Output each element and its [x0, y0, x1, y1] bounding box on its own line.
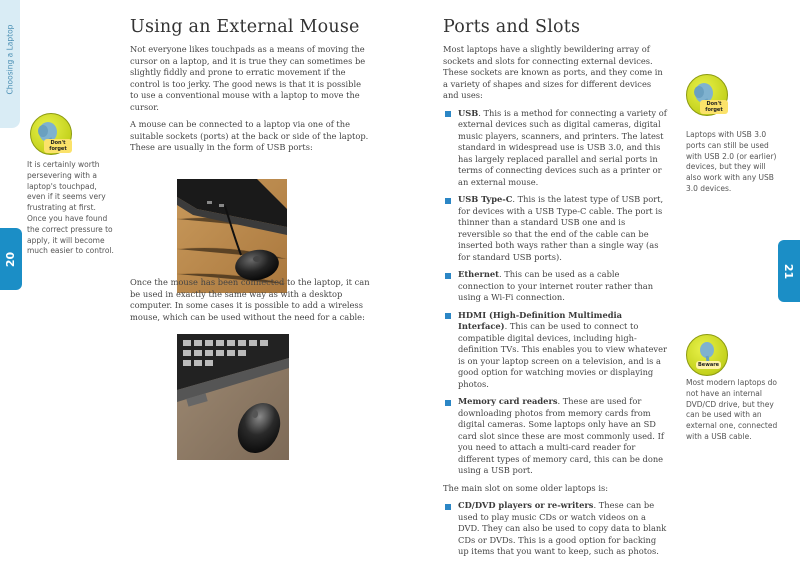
bullet-icon: [445, 198, 451, 204]
port-description: . This can be used as a cable connection to your internet router rather than using a Wi-Fi connection.: [458, 269, 654, 302]
port-term: Memory card readers: [458, 396, 558, 406]
photo-laptop-wireless-mouse: [177, 334, 289, 460]
sidebar-right-note-top: Laptops with USB 3.0 ports can still be used with USB 2.0 (or earlier) devices, but they will also work with any USB 3.0 devices.: [686, 130, 777, 193]
elephant-icon: [687, 335, 727, 375]
left-paragraph-1: Not everyone likes touchpads as a means of moving the cursor on a laptop, and it is true they can sometimes be slightly fiddly and prone to erratic movement if the control is too jerky. The good news is that it is possible to use a conventional mouse with a laptop to move the cursor.: [130, 44, 366, 112]
slot-term: CD/DVD players or re-writers: [458, 500, 594, 510]
list-item: [443, 194, 668, 263]
slot-description: . These can be used to play music CDs or watch videos on a DVD. They can also be used to copy data to blank CDs or DVDs. This is a good option for backing up items that you want to keep, such as photos.: [458, 500, 667, 556]
right-intro: Most laptops have a slightly bewildering array of sockets and slots for connecting external devices. These sockets are known as ports, and they come in a variety of shapes and sizes for different devices and uses:: [443, 44, 663, 100]
bullet-icon: [445, 111, 451, 117]
port-description: . This can be used to connect to compatible digital devices, including high-definition TVs. This enables you to view whatever is on your laptop screen on a television, and is a good option for watching movies or displaying photos.: [458, 321, 667, 389]
dont-forget-tag-left: Don't forget: [44, 139, 72, 153]
sidebar-right-note-bottom: Most modern laptops do not have an internal DVD/CD drive, but they can be used with an external one, connected with a USB cable.: [686, 378, 778, 441]
right-page-heading: Ports and Slots: [443, 17, 581, 37]
left-page-heading: Using an External Mouse: [130, 17, 360, 37]
port-description: . These are used for downloading photos from memory cards from digital cameras. Some laptops only have an SD card slot since these are most commonly used. If you need to attach a multi-card reader for different types of memory card, this can be done using a USB port.: [458, 396, 664, 475]
laptop-wireless-mouse-image: [177, 334, 289, 460]
list-item: [443, 396, 668, 477]
slots-list: [443, 500, 668, 558]
ports-list: [443, 108, 668, 477]
port-term: HDMI (High-Definition Multimedia Interface): [458, 309, 623, 331]
page-number-left-text: 20: [4, 251, 18, 267]
sidebar-left-note: It is certainly worth persevering with a laptop's touchpad, even if it seems very frustrating at first. Once you have found the correct pressure to apply, it will become much easier to control.: [27, 160, 114, 256]
dont-forget-badge-right: [686, 74, 728, 116]
port-description: . This is the latest type of USB port, for devices with a USB Type-C cable. The port is thinner than a standard USB one and is reversible so that the end of the cable can be inserted both ways rather than a single way (as for standard USB ports).: [458, 194, 664, 262]
bullet-icon: [445, 273, 451, 279]
list-item: [443, 500, 668, 558]
beware-badge: [686, 334, 728, 376]
beware-icon: [686, 334, 728, 376]
list-item: [443, 310, 668, 391]
bullet-icon: [445, 504, 451, 510]
left-paragraph-3: Once the mouse has been connected to the laptop, it can be used in exactly the same way as with a desktop computer. In some cases it is possible to add a wireless mouse, which can be used without the need for a cable:: [130, 277, 370, 322]
list-item: [443, 108, 668, 189]
page-number-right-text: 21: [782, 263, 796, 279]
right-mid-text: The main slot on some older laptops is:: [443, 482, 609, 493]
left-page-body: [130, 44, 370, 160]
bullet-icon: [445, 400, 451, 406]
port-description: . This is a method for connecting a variety of external devices such as digital cameras, digital music players, scanners, and printers. The latest standard in widespread use is USB 3.0, and this has largely replaced parallel and serial ports in terms of connecting devices such as a printer or an external mouse.: [458, 107, 667, 187]
chapter-tab-label: Choosing a Laptop: [5, 24, 15, 95]
dont-forget-tag-right: Don't forget: [700, 100, 728, 114]
port-term: Ethernet: [458, 269, 499, 279]
page-number-right: [778, 240, 800, 302]
dont-forget-badge-left: [30, 113, 72, 155]
right-page-body: [443, 44, 668, 564]
page-number-left: [0, 228, 22, 290]
list-item: [443, 269, 668, 304]
port-term: USB: [458, 107, 479, 118]
photo-laptop-wired-mouse: [177, 179, 287, 293]
bullet-icon: [445, 313, 451, 319]
laptop-wired-mouse-image: [177, 179, 287, 293]
left-paragraph-2: A mouse can be connected to a laptop via one of the suitable sockets (ports) at the back or side of the laptop. These are usually in the form of USB ports:: [130, 119, 369, 152]
port-term: USB Type-C: [458, 194, 513, 204]
beware-tag: Beware: [698, 362, 720, 368]
